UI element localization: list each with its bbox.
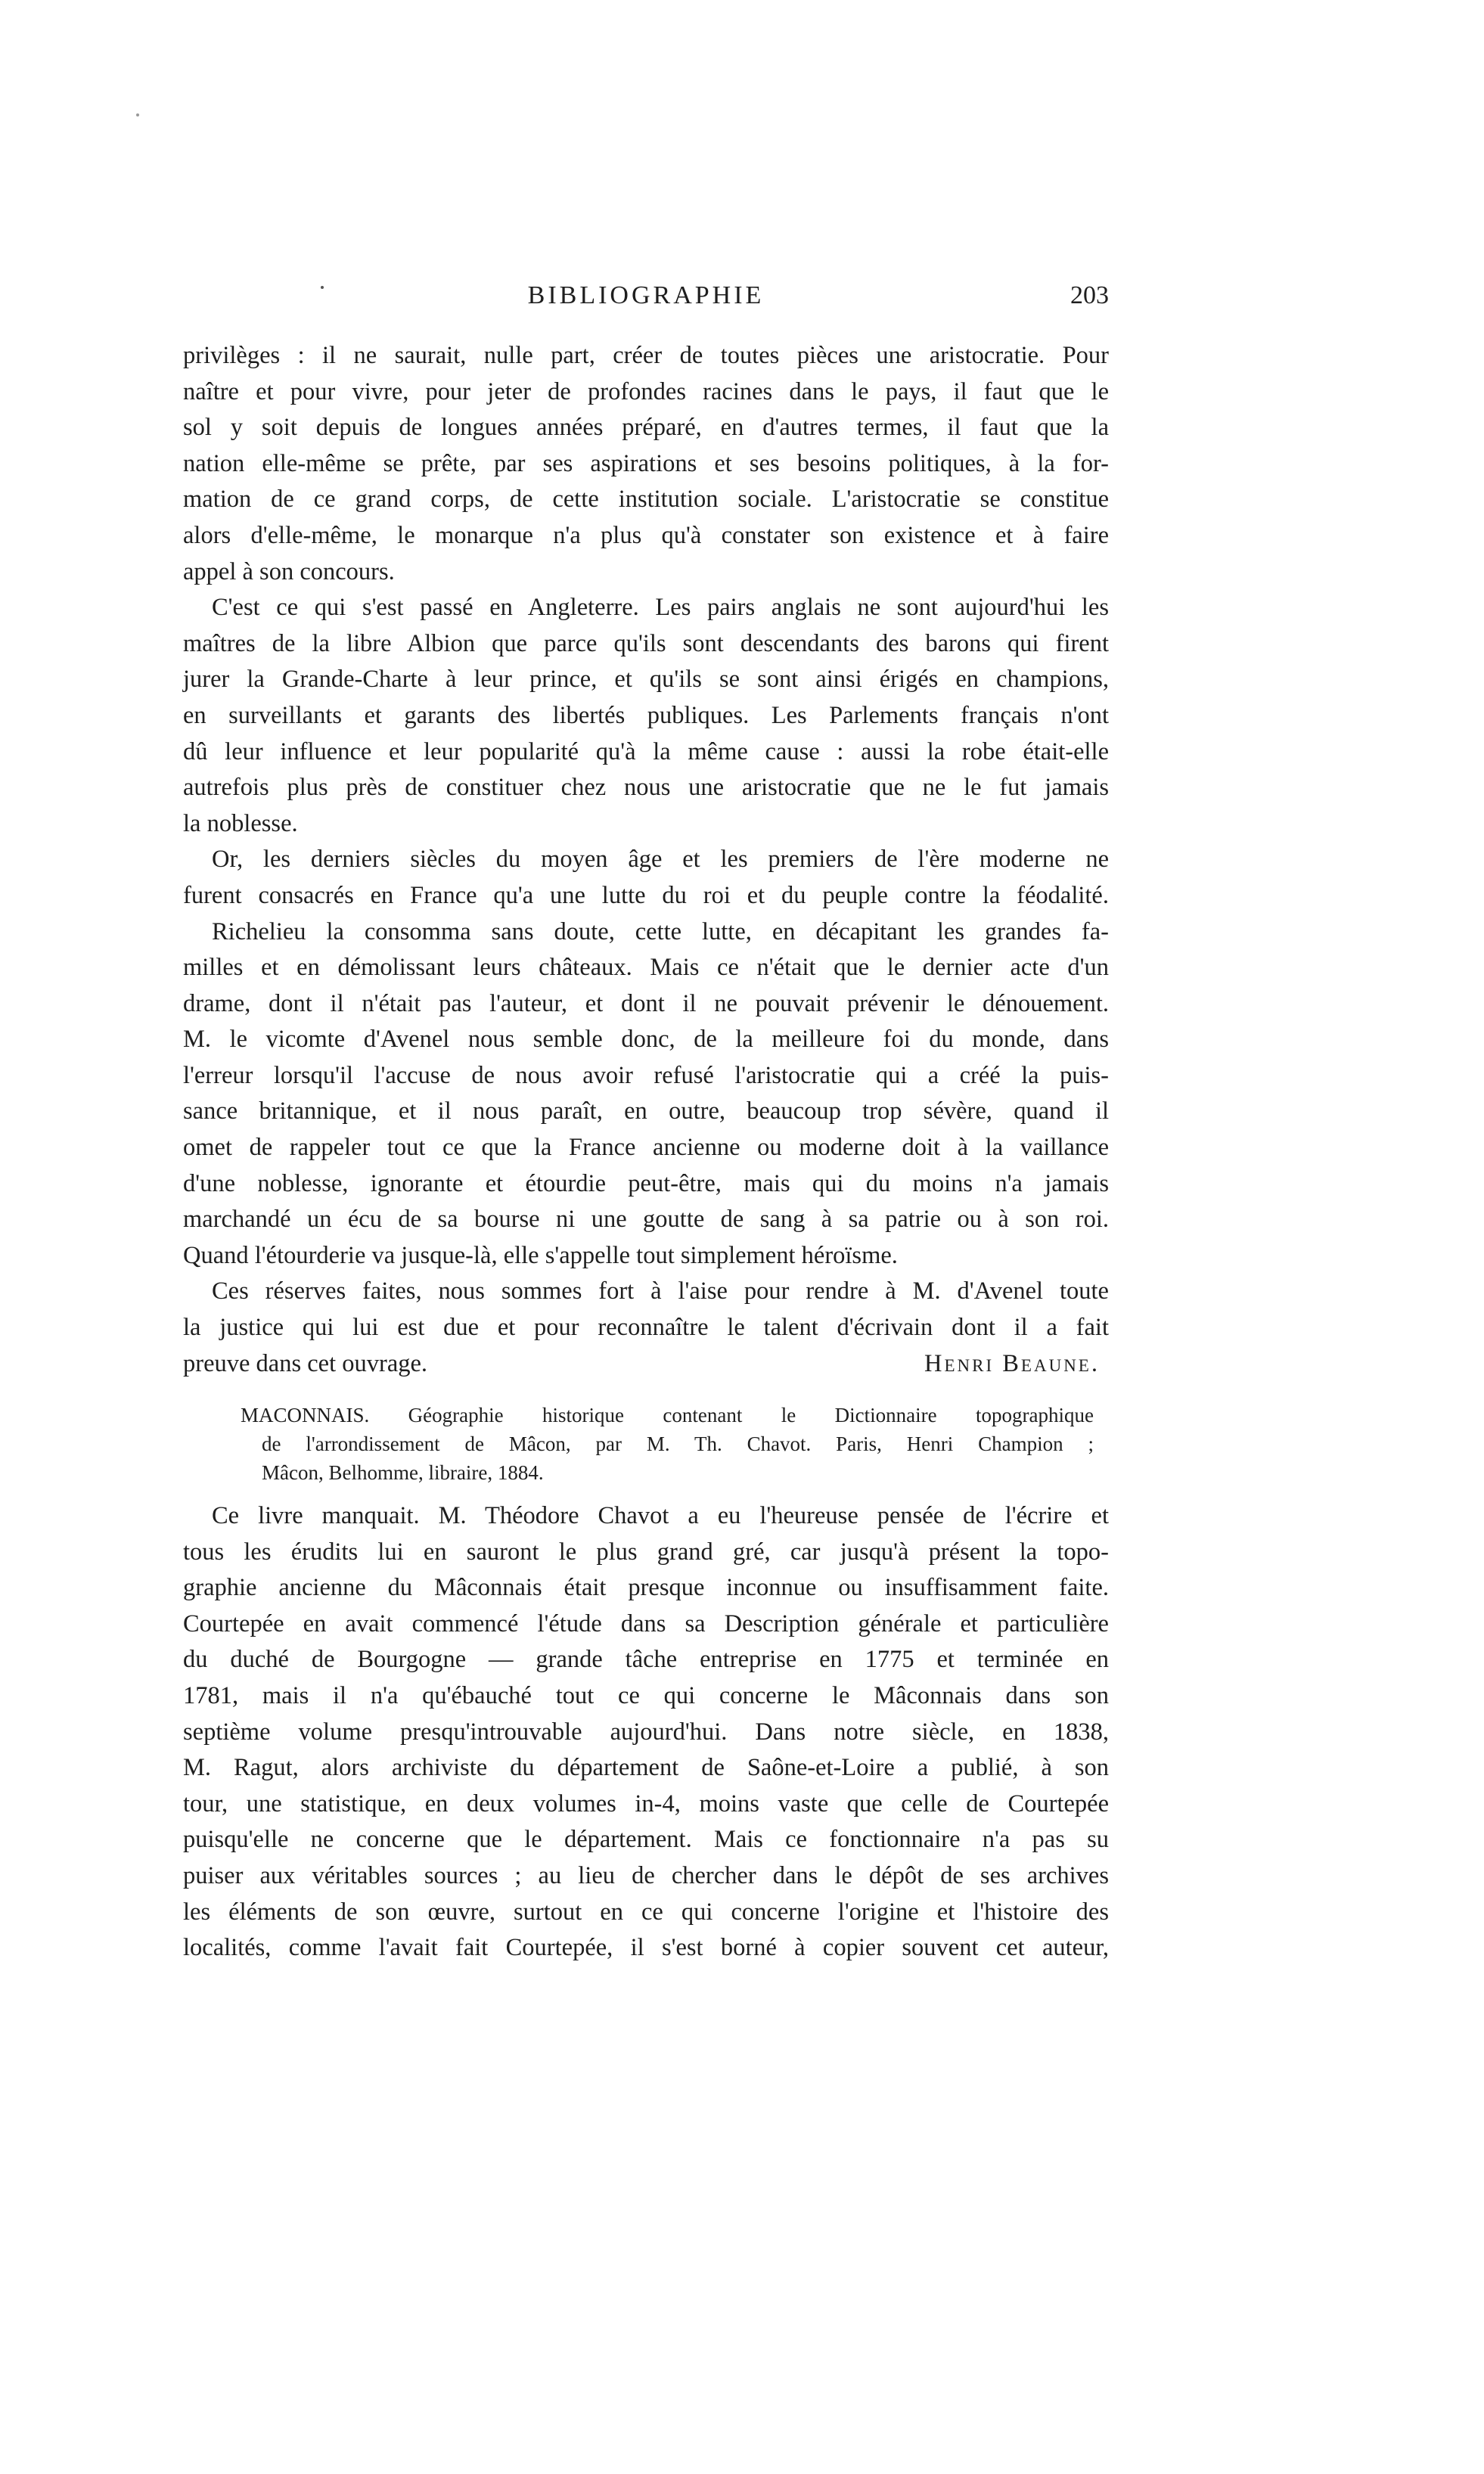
entry-line: de l'arrondissement de Mâcon, par M. Th. Chavot. Paris, Henri Champion ; [262,1433,1094,1455]
text-line: septième volume presqu'introuvable aujourd'hui. Dans notre siècle, en 1838, [183,1718,1109,1746]
text-line: marchandé un écu de sa bourse ni une goutte de sang à sa patrie ou à son roi. [183,1206,1109,1234]
text-line: privilèges : il ne saurait, nulle part, créer de toutes pièces une aristocratie. Pour [183,342,1109,369]
text-line: maîtres de la libre Albion que parce qu'ils sont descendants des barons qui firent [183,629,1109,657]
text-line: l'erreur lorsqu'il l'accuse de nous avoir refusé l'aristocratie qui a créé la puis- [183,1061,1109,1089]
text-line: d'une noblesse, ignorante et étourdie peut-être, mais qui du moins n'a jamais [183,1169,1109,1197]
text-line: sance britannique, et il nous paraît, en outre, beaucoup trop sévère, quand il [183,1097,1109,1125]
text-line: omet de rappeler tout ce que la France ancienne ou moderne doit à la vaillance [183,1134,1109,1162]
closing-text: preuve dans cet ouvrage. [183,1349,428,1377]
author-signature: Henri Beaune. [924,1349,1100,1377]
text-line: Quand l'étourderie va jusque-là, elle s'appelle tout simplement héroïsme. [183,1241,898,1269]
text-line: mation de ce grand corps, de cette institution sociale. L'aristocratie se constitue [183,486,1109,514]
text-line: les éléments de son œuvre, surtout en ce qui concerne l'origine et l'histoire des [183,1898,1109,1926]
text-line: nation elle-même se prête, par ses aspirations et ses besoins politiques, à la for- [183,449,1109,477]
text-line: tous les érudits lui en sauront le plus grand gré, car jusqu'à présent la topo- [183,1538,1109,1566]
text-line: localités, comme l'avait fait Courtepée, il s'est borné à copier souvent cet auteur, [183,1934,1109,1962]
review-body [183,1498,1109,1966]
text-line: C'est ce qui s'est passé en Angleterre. Les pairs anglais ne sont aujourd'hui les [212,594,1109,622]
text-line: en surveillants et garants des libertés publiques. Les Parlements français n'ont [183,701,1109,729]
running-title: BIBLIOGRAPHIE [527,281,765,309]
text-line: drame, dont il n'était pas l'auteur, et dont il ne pouvait prévenir le dénouement. [183,989,1109,1017]
text-line: milles et en démolissant leurs châteaux. Mais ce n'était que le dernier acte d'un [183,954,1109,982]
text-line: 1781, mais il n'a qu'ébauché tout ce qui concerne le Mâconnais dans son [183,1681,1109,1709]
bibliographic-entry [241,1401,1094,1487]
text-line: sol y soit depuis de longues années préparé, en d'autres termes, il faut que la [183,414,1109,442]
text-line: Courtepée en avait commencé l'étude dans sa Description générale et particulière [183,1609,1109,1637]
text-line: naître et pour vivre, pour jeter de profondes racines dans le pays, il faut que le [183,377,1109,405]
text-line: la justice qui lui est due et pour reconnaître le talent d'écrivain dont il a fait [183,1314,1109,1342]
text-line: Or, les derniers siècles du moyen âge et les premiers de l'ère moderne ne [212,846,1109,874]
text-line: du duché de Bourgogne — grande tâche entreprise en 1775 et terminée en [183,1646,1109,1674]
text-line: Ce livre manquait. M. Théodore Chavot a eu l'heureuse pensée de l'écrire et [212,1502,1109,1529]
text-line: furent consacrés en France qu'a une lutte du roi et du peuple contre la féodalité. [183,881,1109,909]
page-number: 203 [1070,281,1109,309]
entry-title-line: MACONNAIS. Géographie historique contenant le Dictionnaire topographique [241,1404,1094,1426]
text-line: appel à son concours. [183,557,395,585]
text-line: dû leur influence et leur popularité qu'à la même cause : aussi la robe était-elle [183,737,1109,765]
review-continuation [183,338,1109,1382]
text-line: graphie ancienne du Mâconnais était presque inconnue ou insuffisamment faite. [183,1574,1109,1602]
text-line: M. Ragut, alors archiviste du département de Saône-et-Loire a publié, à son [183,1754,1109,1782]
text-line: Richelieu la consomma sans doute, cette lutte, en décapitant les grandes fa- [212,917,1109,945]
text-line: M. le vicomte d'Avenel nous semble donc, de la meilleure foi du monde, dans [183,1026,1109,1054]
text-line: autrefois plus près de constituer chez nous une aristocratie que ne le fut jamais [183,774,1109,802]
stray-ink-mark [136,113,139,116]
text-line: Ces réserves faites, nous sommes fort à l'aise pour rendre à M. d'Avenel toute [212,1277,1109,1305]
text-line: alors d'elle-même, le monarque n'a plus qu'à constater son existence et à faire [183,521,1109,549]
text-line: la noblesse. [183,809,298,837]
entry-line: Mâcon, Belhomme, libraire, 1884. [262,1461,544,1484]
signature-line [183,1346,1109,1383]
text-line: tour, une statistique, en deux volumes in-4, moins vaste que celle de Courtepée [183,1790,1109,1817]
text-line: puiser aux véritables sources ; au lieu de chercher dans le dépôt de ses archives [183,1861,1109,1889]
text-line: puisqu'elle ne concerne que le département. Mais ce fonctionnaire n'a pas su [183,1826,1109,1854]
text-line: jurer la Grande-Charte à leur prince, et qu'ils se sont ainsi érigés en champions, [183,666,1109,694]
page-header [183,281,1109,319]
